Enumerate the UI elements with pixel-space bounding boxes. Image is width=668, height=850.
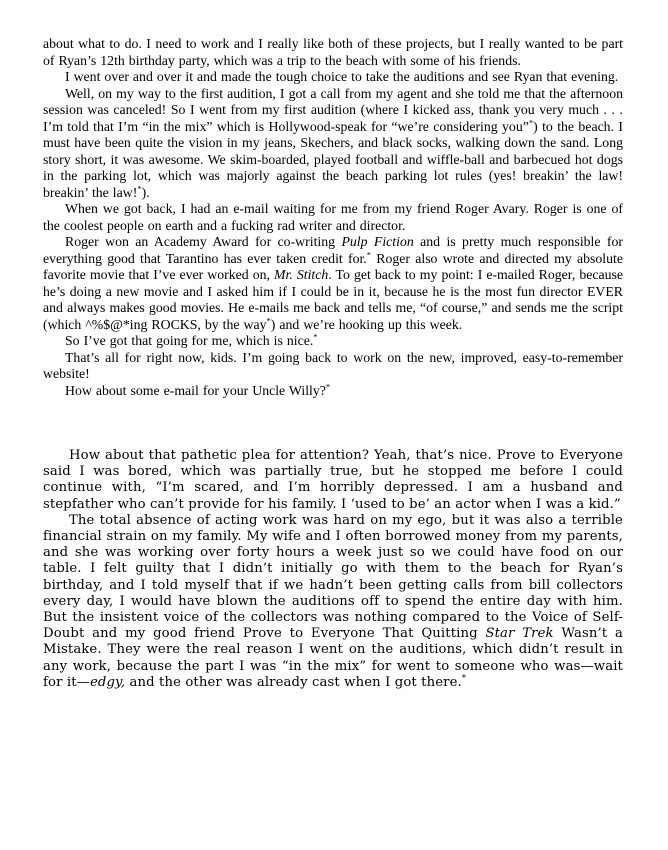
text-run: Roger won an Academy Award for co-writing <box>65 234 342 249</box>
paragraph <box>43 513 623 691</box>
text-run: Roger also wrote and directed my absolute favorite movie that I’ve ever worked on, <box>43 250 623 282</box>
text-run: about what to do. I need to work and I really like both of these projects, but I really wanted to be part of Ryan’s 12th birthday party, which was a trip to the beach with some of his friends. <box>43 36 623 68</box>
text-run: ). <box>141 184 150 200</box>
footnote-marker: * <box>461 672 467 683</box>
text-run: So I’ve got that going for me, which is nice. <box>65 333 314 348</box>
paragraph <box>43 201 623 234</box>
paragraph <box>43 350 623 383</box>
text-run: ) to the beach. I must have been quite the vision in my jeans, Skechers, and black socks, walking down the sand. Long story short, it was awesome. We skim-boarded, played football and wiffle-ball and barbecued hot dogs in the parking lot, which was majorly against the beach parking lot rules (yes! breakin’ the law! breakin’ the law! <box>43 118 623 200</box>
footnote-marker: * <box>313 331 318 342</box>
footnote-marker: * <box>266 314 271 325</box>
blog-excerpt-block <box>43 36 623 399</box>
paragraph <box>43 448 623 513</box>
paragraph <box>43 36 623 69</box>
footnote-marker: * <box>366 248 372 259</box>
paragraph <box>43 69 623 86</box>
narrative-block <box>43 448 623 691</box>
text-run: . To get back to my point: I e-mailed Roger, because he’s doing a new movie and I asked him if I could be in it, because he is the most fun director EVER and always makes good movies. He e-mails me back and tells me, “of course,” and sends me the script (which ^%$@*ing ROCKS, by the way <box>43 267 623 332</box>
footnote-marker: * <box>528 116 534 127</box>
text-run: That’s all for right now, kids. I’m going back to work on the new, improved, easy-to-remember website! <box>43 349 623 381</box>
footnote-marker: * <box>325 380 331 391</box>
paragraph <box>43 333 623 350</box>
text-run: Well, on my way to the first audition, I got a call from my agent and she told me that the afternoon session was canceled! So I went from my first audition (where I kicked ass, thank you very much . . . I’m told that I’m “in the mix” which is Hollywood-speak for “we’re considering you” <box>43 85 623 134</box>
text-run: How about some e-mail for your Uncle Willy? <box>65 382 326 398</box>
italic-text: Pulp Fiction <box>341 234 414 249</box>
text-run: How about that pathetic plea for attention? Yeah, that’s nice. Prove to Everyone said I was bored, which was partially true, but he stopped me before I could continue with, “I’m scared, and I’m horribly depressed. I am a husband and stepfather who can’t provide for his family. I ‘used to be’ an actor when I was a kid.” <box>43 448 623 512</box>
text-run: and the other was already cast when I got there. <box>125 674 462 690</box>
text-run: When we got back, I had an e-mail waiting for me from my friend Roger Avary. Roger is one of the coolest people on earth and a fucking rad writer and director. <box>43 201 623 233</box>
paragraph <box>43 380 623 400</box>
text-run: ) and we’re hooking up this week. <box>270 316 463 332</box>
italic-text: edgy, <box>89 674 126 690</box>
text-run: I went over and over it and made the tough choice to take the auditions and see Ryan that evening. <box>65 69 619 84</box>
paragraph <box>43 234 623 333</box>
text-run: The total absence of acting work was hard on my ego, but it was also a terrible financial strain on my family. My wife and I often borrowed money from my parents, and she was working over forty hours a week just so we could have food on our table. I felt guilty that I didn’t initially go with them to the beach for Ryan’s birthday, and I told myself that if we hadn’t been getting calls from bill collectors every day, I would have blown the auditions off to spend the entire day with him. But the insistent voice of the collectors was nothing compared to the Voice of Self-Doubt and my good friend Prove to Everyone That Quitting <box>43 512 623 642</box>
paragraph <box>43 86 623 202</box>
italic-text: Mr. Stitch <box>274 267 329 282</box>
text-run: and is pretty much responsible for everything good that Tarantino has ever taken credit for. <box>43 234 623 266</box>
text-run: Wasn’t a Mistake. They were the real reason I went on the auditions, which didn’t result in any work, because the part I was “in the mix” for went to someone who was—wait for it— <box>43 626 623 690</box>
italic-text: Star Trek <box>485 626 554 642</box>
footnote-marker: * <box>137 182 142 193</box>
